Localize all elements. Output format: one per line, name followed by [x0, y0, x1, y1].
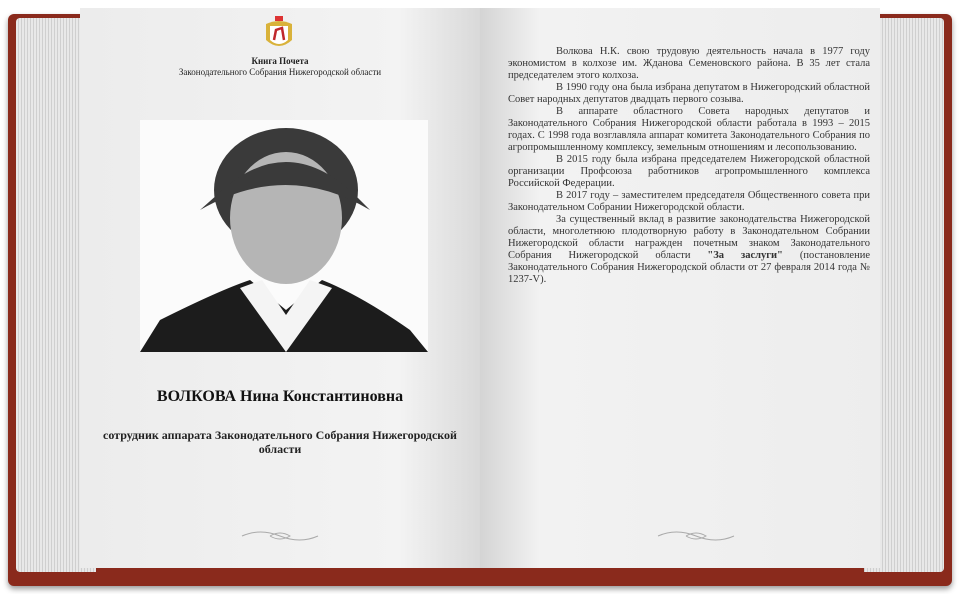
biography — [508, 46, 870, 286]
bio-paragraph: В аппарате областного Совета народных депутатов и Законодательного Собрания Нижегородской области работала в 1993 – 2015 годах. С 1998 года возглавляла аппарат комитета Законодательного Собрания по агропромышленному комплексу, земельным отношениям и лесопользованию. — [508, 106, 870, 153]
coat-of-arms-icon — [262, 16, 296, 52]
ornament-icon — [240, 528, 320, 544]
person-name: ВОЛКОВА Нина Константиновна — [156, 388, 404, 405]
ornament-icon — [656, 528, 736, 544]
bio-paragraph: В 2015 году была избрана председателем Нижегородской областной организации Профсоюза работников агропромышленного комплекса Российской Федерации. — [508, 154, 870, 189]
bio-paragraph: Волкова Н.К. свою трудовую деятельность начала в 1977 году экономистом в колхозе им. Жданова Семеновского района. В 35 лет стала председателем этого колхоза. — [508, 46, 870, 81]
person-position: сотрудник аппарата Законодательного Собрания Нижегородской области — [103, 428, 457, 456]
book-header — [160, 56, 400, 78]
header-subtitle: Законодательного Собрания Нижегородской области — [178, 67, 382, 77]
header-title: Книга Почета — [251, 56, 309, 66]
bio-paragraph: В 2017 году – заместителем председателя Общественного совета при Законодательном Собрании Нижегородской области. — [508, 190, 870, 213]
award-name: "За заслуги" — [707, 250, 783, 261]
portrait-photo — [140, 120, 428, 352]
award-paragraph — [508, 214, 870, 286]
bio-paragraph: В 1990 году она была избрана депутатом в Нижегородский областной Совет народных депутатов двадцать первого созыва. — [508, 82, 870, 105]
award-text: За существенный вклад в развитие законодательства Нижегородской области, многолетнюю плодотворную работу в Законодательном Собрании Нижегородской области награжден почетным знаком Законодательного Собрания Нижегородской области — [508, 214, 870, 261]
award-reference: (постановление Законодательного Собрания Нижегородской области от 27 февраля 2014 года № 1237-V). — [508, 250, 870, 285]
